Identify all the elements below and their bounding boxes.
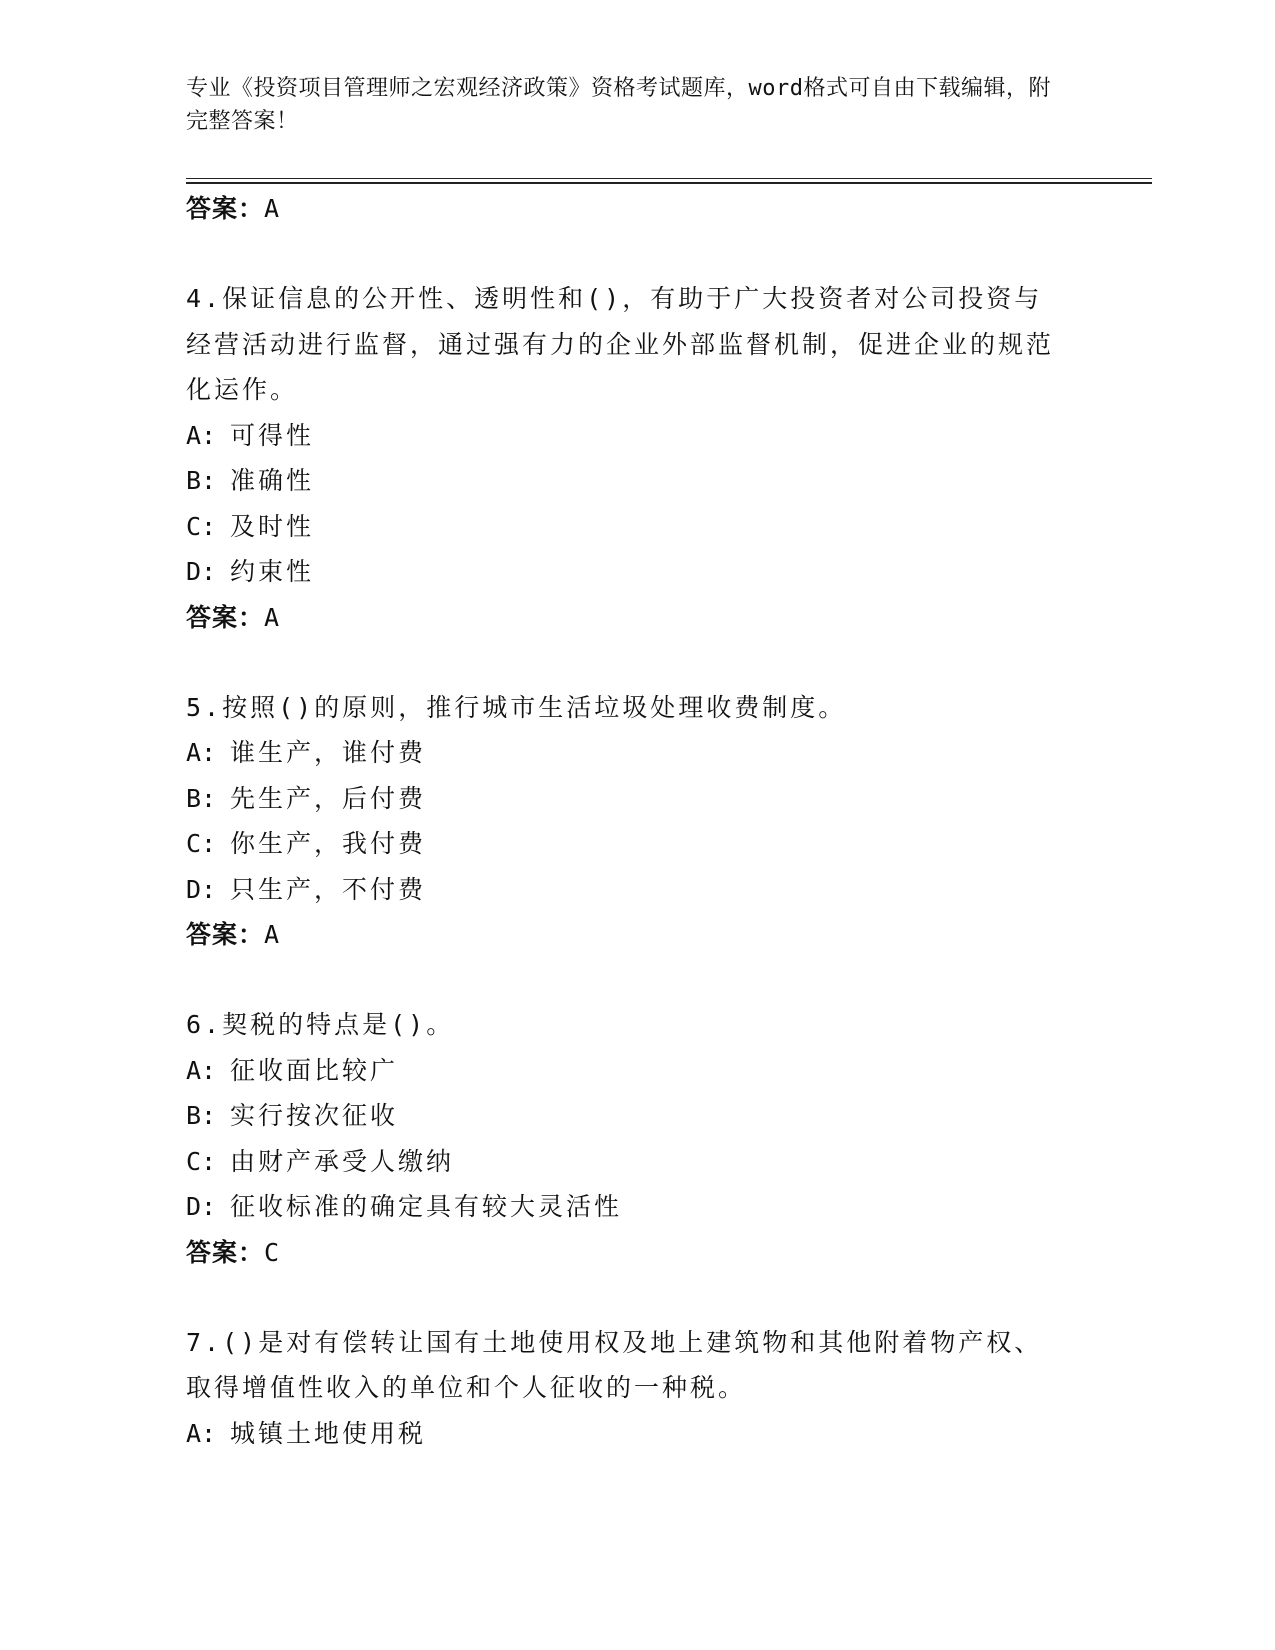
option-letter: B: [186,783,217,813]
option-text: 你生产，我付费 [230,829,427,858]
option-letter: D: [186,874,217,904]
question-7 [186,1320,1066,1457]
answer-label: 答案： [186,602,265,632]
answer-line [186,1230,1066,1276]
option-text: 约束性 [230,557,315,586]
page-header: 专业《投资项目管理师之宏观经济政策》资格考试题库，word格式可自由下载编辑，附完整答案！ [186,76,1051,134]
question-4 [186,276,1066,641]
option-text: 征收面比较广 [230,1055,399,1085]
option-text: 谁生产，谁付费 [230,738,427,767]
option-letter: A: [186,738,217,767]
option-letter: C: [186,511,217,541]
option-letter: A: [186,420,217,450]
question-stem: 5.按照()的原则，推行城市生活垃圾处理收费制度。 [186,692,847,722]
option-text: 准确性 [230,466,315,495]
answer-line [186,595,1066,641]
answer-label: 答案： [186,194,265,223]
option-letter: C: [186,829,217,858]
option-b [186,776,1066,822]
question-5 [186,685,1066,959]
option-letter: B: [186,466,217,495]
option-letter: D: [186,1192,217,1221]
option-text: 先生产，后付费 [230,783,427,813]
option-text: 由财产承受人缴纳 [230,1146,455,1176]
option-c [186,504,1066,550]
option-text: 征收标准的确定具有较大灵活性 [230,1192,623,1221]
question-list [186,186,1066,1456]
option-a [186,413,1066,459]
header-rule-thick [186,182,1152,184]
answer-line [186,186,1066,232]
header-rule-thin [186,178,1152,179]
option-c [186,1139,1066,1185]
answer-value: C [264,1237,281,1267]
option-a [186,730,1066,776]
option-letter: A: [186,1055,217,1085]
option-text: 城镇土地使用税 [230,1418,427,1448]
option-letter: A: [186,1418,217,1448]
option-letter: B: [186,1101,217,1130]
option-b [186,458,1066,504]
answer-value: A [264,920,281,949]
option-b [186,1093,1066,1139]
option-a [186,1048,1066,1094]
option-c [186,821,1066,867]
option-letter: C: [186,1146,217,1176]
question-6 [186,1002,1066,1276]
option-text: 实行按次征收 [230,1101,399,1130]
option-letter: D: [186,557,217,586]
question-stem: 7.()是对有偿转让国有土地使用权及地上建筑物和其他附着物产权、取得增值性收入的单位和个人征收的一种税。 [186,1327,1043,1402]
option-text: 只生产，不付费 [230,874,427,904]
option-d [186,1184,1066,1230]
option-text: 及时性 [230,511,315,541]
option-d [186,867,1066,913]
answer-value: A [264,602,281,632]
answer-line [186,912,1066,958]
answer-label: 答案： [186,920,265,949]
option-text: 可得性 [230,420,315,450]
option-d [186,549,1066,595]
answer-label: 答案： [186,1237,265,1267]
question-stem: 6.契税的特点是()。 [186,1010,455,1039]
question-stem: 4.保证信息的公开性、透明性和()，有助于广大投资者对公司投资与经营活动进行监督，通过强有力的企业外部监督机制，促进企业的规范化运作。 [186,284,1055,404]
answer-value: A [264,194,281,223]
option-a [186,1411,1066,1457]
